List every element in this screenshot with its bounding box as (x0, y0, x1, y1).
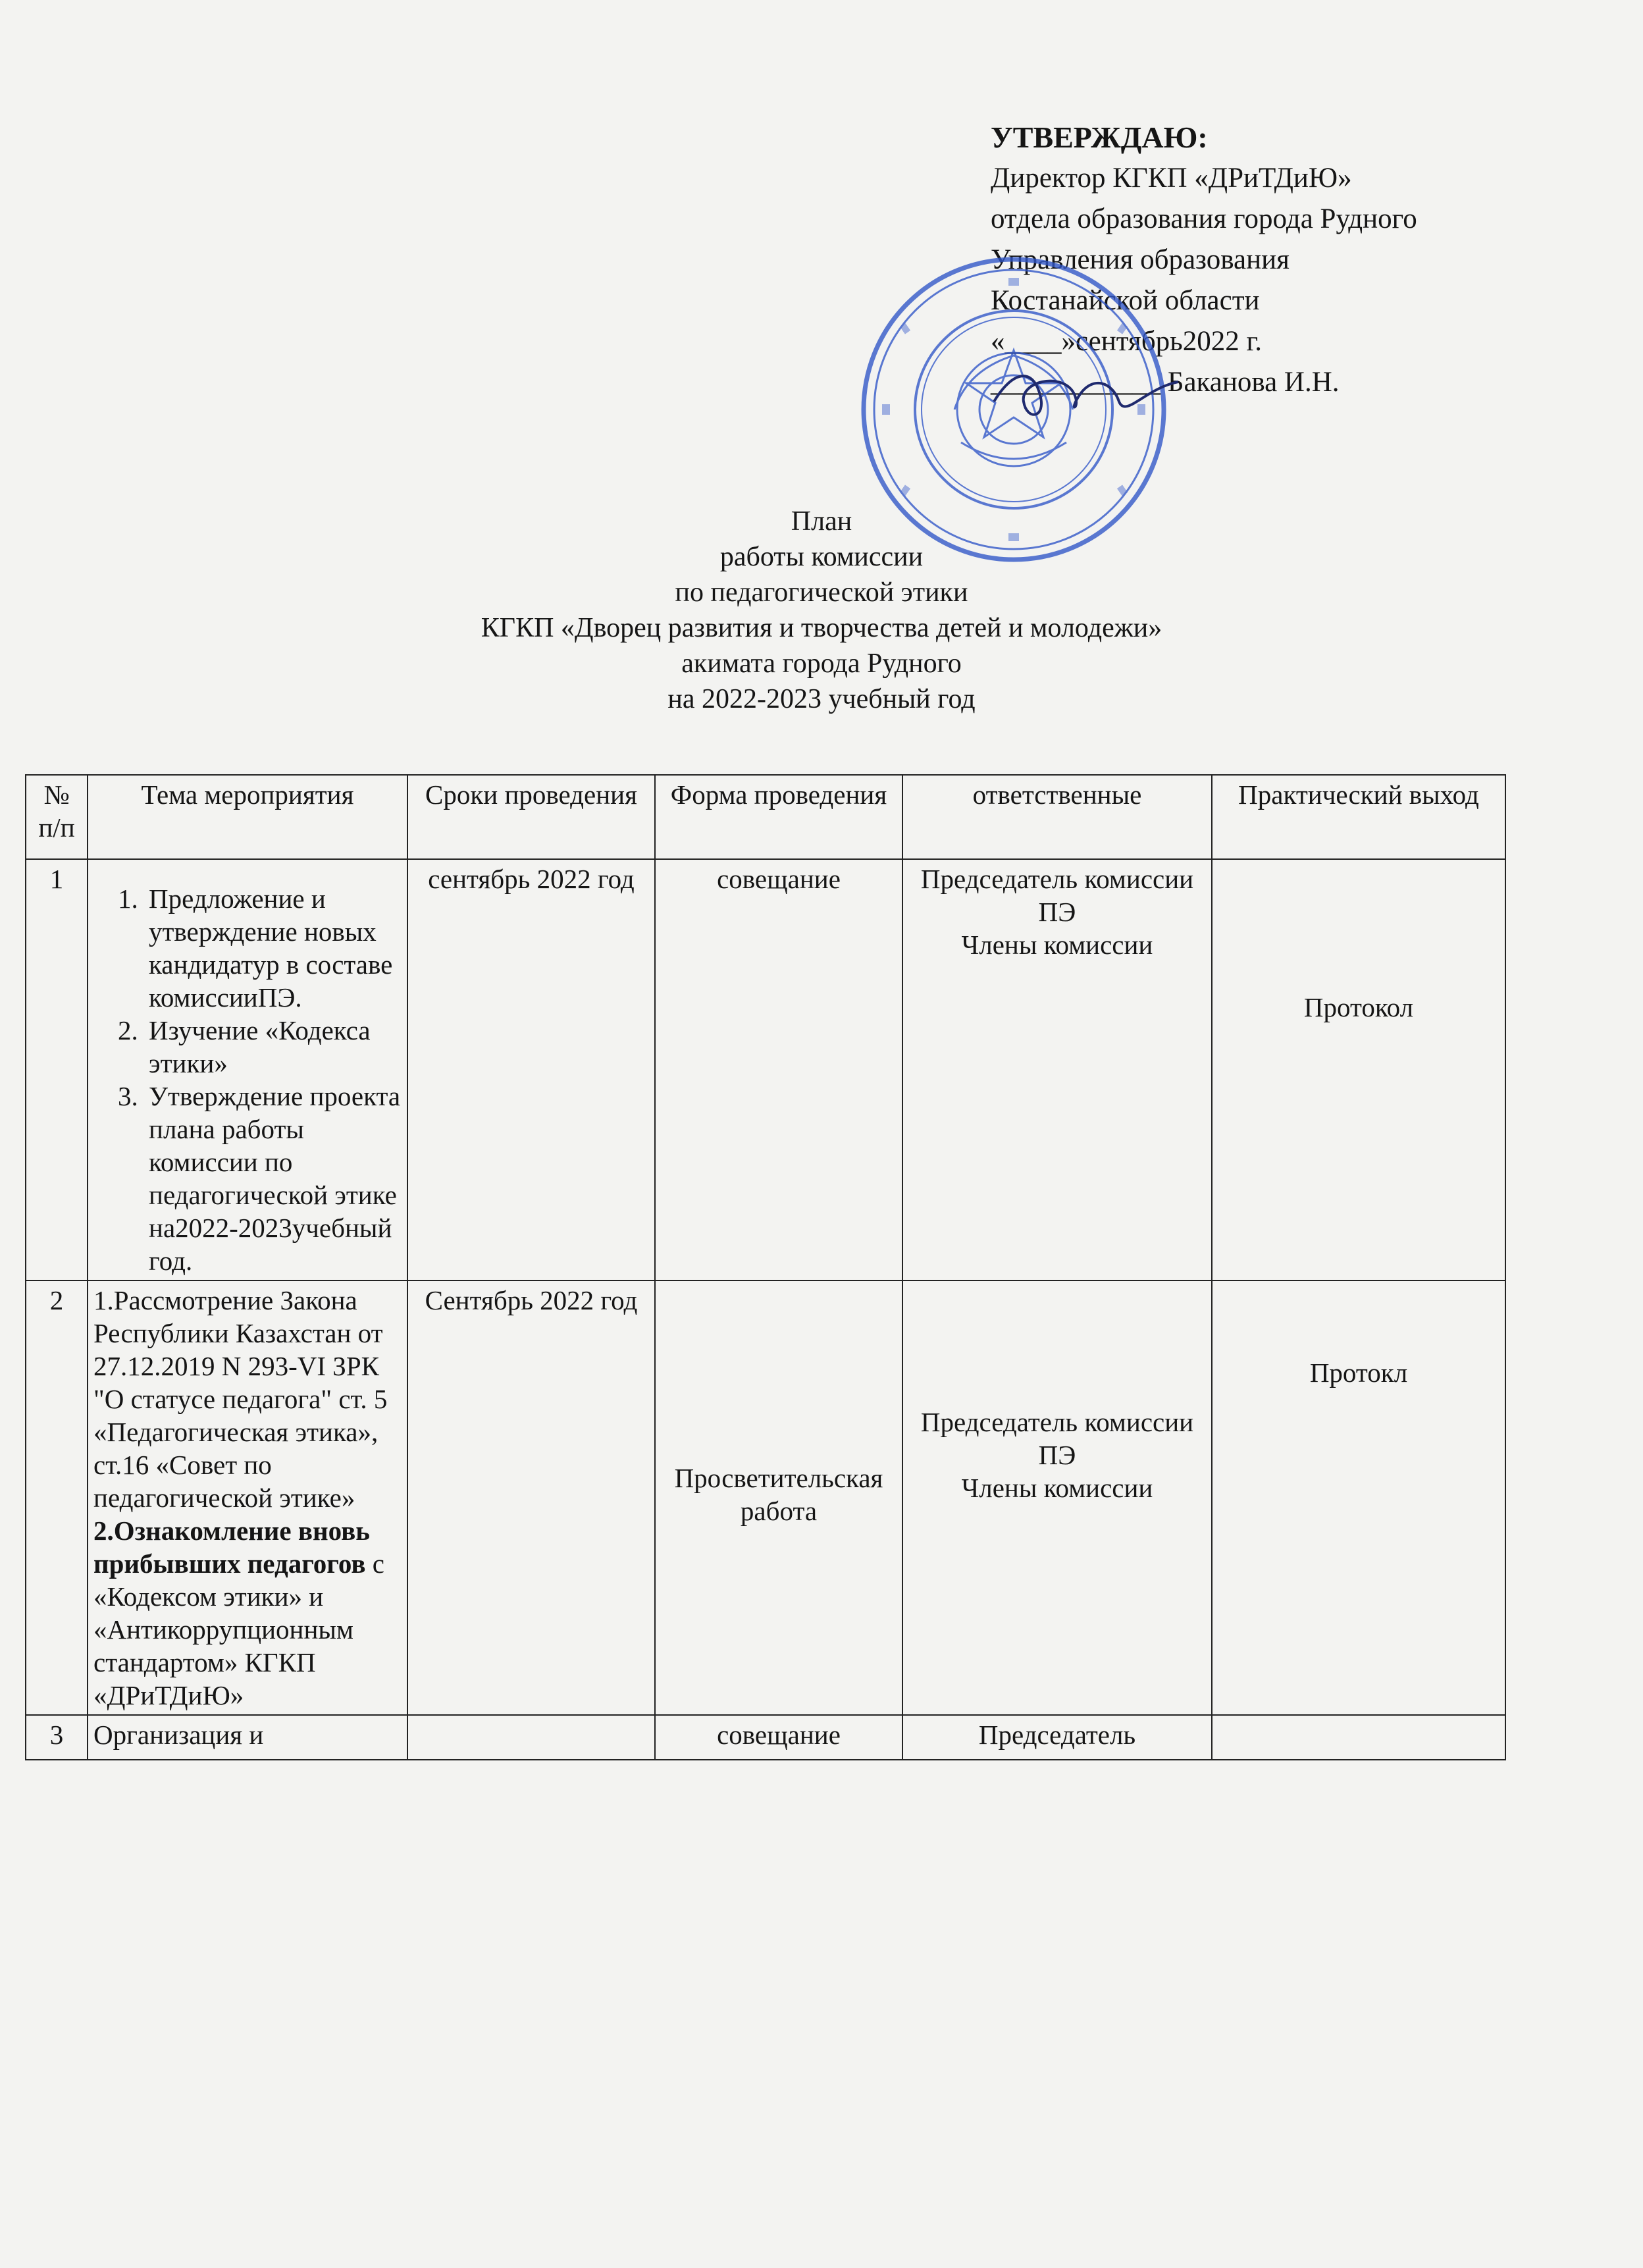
topic-law-review: 1.Рассмотрение Закона Республики Казахстан от 27.12.2019 N 293-VI ЗРК "О статусе педагога" ст. 5 «Педагогическая этика», ст.16 «Совет по педагогической этике» (93, 1285, 388, 1513)
row-time: сентябрь 2022 год (407, 859, 655, 1280)
topic-familiarization-bold: 2.Ознакомление вновь прибывших педагогов (93, 1516, 370, 1579)
table-row (26, 1280, 1505, 1715)
header-topic: Тема мероприятия (88, 775, 407, 859)
responsible-members: Члены комиссии (961, 930, 1153, 960)
row-number: 3 (26, 1715, 88, 1760)
title-line-akimat: акимата города Рудного (681, 648, 962, 679)
form-text: Просветительская работа (674, 1463, 883, 1526)
table-row (26, 859, 1505, 1280)
list-item: 1. Предложение и утверждение новых кандидатур в составе комиссииПЭ. (145, 882, 402, 1014)
title-line-work: работы комиссии (719, 542, 924, 572)
header-number: № п/п (26, 775, 88, 859)
topic-list (93, 882, 402, 1277)
list-item: 2. Изучение «Кодекса этики» (145, 1014, 402, 1080)
row-form (655, 1280, 902, 1715)
output-text: Протокл (1309, 1358, 1408, 1388)
row-output (1212, 1280, 1505, 1715)
table-row (26, 1715, 1505, 1760)
responsible-chair: Председатель комиссии ПЭ (920, 1407, 1194, 1470)
title-line-organization: КГКП «Дворец развития и творчества детей и молодежи» (481, 613, 1162, 643)
approval-line-director: Директор КГКП «ДРиТДиЮ» (991, 163, 1352, 194)
row-responsible (902, 1280, 1212, 1715)
header-form: Форма проведения (655, 775, 902, 859)
topic-familiarization-rest: с «Кодексом этики» и «Антикоррупционным стандартом» КГКП «ДРиТДиЮ» (93, 1548, 384, 1710)
row-topic: Организация и (88, 1715, 407, 1760)
document-title (0, 504, 1643, 717)
row-topic (88, 1280, 407, 1715)
approval-line-administration: Управления образования (991, 244, 1290, 275)
header-time: Сроки проведения (407, 775, 655, 859)
approval-line-department: отдела образования города Рудного (991, 203, 1417, 234)
approval-heading: УТВЕРЖДАЮ: (991, 120, 1208, 154)
approval-line-region: Костанайской области (991, 285, 1260, 316)
handwritten-signature (987, 356, 1185, 435)
row-time: Сентябрь 2022 год (407, 1280, 655, 1715)
row-responsible (902, 859, 1212, 1280)
header-responsible: ответственные (902, 775, 1212, 859)
approval-line-signatory: ____________ Баканова И.Н. (991, 367, 1340, 398)
row-responsible: Председатель (902, 1715, 1212, 1760)
responsible-chair: Председатель комиссии ПЭ (920, 864, 1194, 927)
row-form: совещание (655, 859, 902, 1280)
responsible-members: Члены комиссии (961, 1473, 1153, 1503)
title-line-ethics: по педагогической этики (675, 577, 968, 608)
row-time (407, 1715, 655, 1760)
title-line-year: на 2022-2023 учебный год (667, 684, 976, 714)
header-output: Практический выход (1212, 775, 1505, 859)
output-text: Протокол (1303, 992, 1414, 1022)
approval-line-date: «____»сентябрь2022 г. (991, 326, 1262, 357)
table-header-row (26, 775, 1505, 859)
row-topic (88, 859, 407, 1280)
row-number: 2 (26, 1280, 88, 1715)
row-number: 1 (26, 859, 88, 1280)
row-output (1212, 859, 1505, 1280)
row-form: совещание (655, 1715, 902, 1760)
row-output (1212, 1715, 1505, 1760)
list-item: 3. Утверждение проекта плана работы комиссии по педагогической этике на2022-2023учебный год. (145, 1080, 402, 1277)
title-line-plan: План (791, 506, 852, 537)
plan-table (25, 774, 1506, 1760)
